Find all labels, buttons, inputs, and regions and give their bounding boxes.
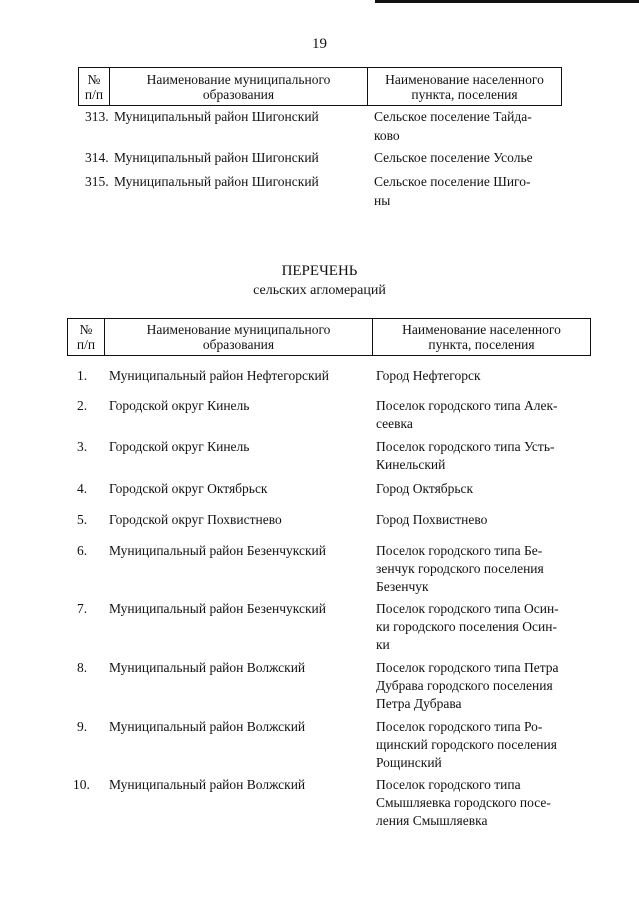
settlement-line: Дубрава городского поселения: [376, 678, 553, 693]
row-number: 2.: [77, 398, 88, 413]
settlement-line: сеевка: [376, 416, 413, 431]
settlement-line: Кинельский: [376, 457, 446, 472]
row-municipality: Муниципальный район Нефтегорский: [109, 368, 330, 383]
settlement-line: Поселок городского типа Осин-: [376, 601, 559, 616]
row-number: 1.: [77, 368, 88, 383]
page-number: 19: [312, 36, 327, 52]
row-municipality: Муниципальный район Безенчукский: [109, 543, 326, 558]
header-num-line: №: [87, 71, 101, 87]
top-table-header: [78, 67, 562, 106]
row-settlement: [376, 718, 586, 772]
settlement-line: зенчук городского поселения: [376, 561, 544, 576]
list-subtitle: сельских агломераций: [253, 283, 386, 298]
header-settlement-line: пункта, поселения: [428, 337, 535, 352]
settlement-line: Поселок городского типа Усть-: [376, 439, 555, 454]
row-municipality: Муниципальный район Безенчукский: [109, 601, 326, 616]
header-num-line: №: [79, 322, 93, 337]
header-municipality-line: образования: [202, 86, 275, 102]
settlement-line: Безенчук: [376, 579, 429, 594]
row-municipality: Муниципальный район Волжский: [109, 777, 306, 792]
row-settlement: [376, 542, 586, 596]
row-settlement: [374, 107, 564, 145]
settlement-line: Поселок городского типа: [376, 777, 521, 792]
settlement-line: ково: [374, 128, 400, 143]
header-municipality: [105, 319, 373, 355]
row-municipality: Муниципальный район Шигонский: [114, 109, 319, 124]
header-settlement-line: пункта, поселения: [411, 86, 518, 102]
row-number: 8.: [77, 660, 88, 675]
row-number: 4.: [77, 481, 88, 496]
settlement-line: Смышляевка городского посе-: [376, 795, 551, 810]
settlement-line: Рощинский: [376, 755, 442, 770]
settlement-line: Сельское поселение Шиго-: [374, 174, 531, 189]
row-municipality: Муниципальный район Шигонский: [114, 174, 319, 189]
row-number: 6.: [77, 543, 88, 558]
header-settlement: [368, 68, 561, 105]
settlement-line: ны: [374, 193, 391, 208]
settlement-line: ки городского поселения Осин-: [376, 619, 557, 634]
header-municipality: [110, 68, 368, 105]
row-number: 313.: [85, 109, 109, 124]
row-number: 315.: [85, 174, 109, 189]
header-municipality-line: образования: [202, 337, 275, 352]
row-settlement: [376, 511, 586, 529]
settlement-line: Поселок городского типа Алек-: [376, 398, 558, 413]
settlement-line: Сельское поселение Усолье: [374, 150, 533, 165]
row-municipality: Городской округ Похвистнево: [109, 512, 282, 527]
header-num: [79, 68, 110, 105]
settlement-line: Петра Дубрава: [376, 696, 462, 711]
header-settlement-line: Наименование населенного: [402, 322, 561, 337]
row-number: 7.: [77, 601, 88, 616]
row-settlement: [376, 600, 586, 654]
settlement-line: Город Похвистнево: [376, 512, 488, 527]
row-municipality: Городской округ Октябрьск: [109, 481, 268, 496]
settlement-line: щинский городского поселения: [376, 737, 557, 752]
row-settlement: [374, 172, 564, 210]
header-num-line: п/п: [84, 86, 104, 102]
settlement-line: ки: [376, 637, 390, 652]
settlement-line: Поселок городского типа Бе-: [376, 543, 543, 558]
row-number: 10.: [73, 777, 90, 792]
row-municipality: Городской округ Кинель: [109, 398, 250, 413]
header-municipality-line: Наименование муниципального: [146, 322, 331, 337]
row-municipality: Муниципальный район Волжский: [109, 660, 306, 675]
row-municipality: Городской округ Кинель: [109, 439, 250, 454]
row-settlement: [374, 148, 564, 167]
header-num: [68, 319, 105, 355]
row-settlement: [376, 438, 586, 474]
row-municipality: Муниципальный район Шигонский: [114, 150, 319, 165]
row-municipality: Муниципальный район Волжский: [109, 719, 306, 734]
list-title: ПЕРЕЧЕНЬ: [281, 263, 358, 279]
row-number: 314.: [85, 150, 109, 165]
top-rule: [375, 0, 639, 3]
row-number: 3.: [77, 439, 88, 454]
row-settlement: [376, 776, 586, 830]
settlement-line: Город Октябрьск: [376, 481, 474, 496]
header-settlement-line: Наименование населенного: [385, 71, 544, 87]
header-municipality-line: Наименование муниципального: [146, 71, 331, 87]
settlement-line: Поселок городского типа Петра: [376, 660, 559, 675]
row-settlement: [376, 659, 586, 713]
row-number: 9.: [77, 719, 88, 734]
row-number: 5.: [77, 512, 88, 527]
header-settlement: [373, 319, 590, 355]
row-settlement: [376, 480, 586, 498]
main-table-header: [67, 318, 591, 356]
settlement-line: Сельское поселение Тайда-: [374, 109, 532, 124]
row-settlement: [376, 367, 586, 385]
settlement-line: Город Нефтегорск: [376, 368, 481, 383]
settlement-line: Поселок городского типа Ро-: [376, 719, 543, 734]
row-settlement: [376, 397, 586, 433]
settlement-line: ления Смышляевка: [376, 813, 488, 828]
header-num-line: п/п: [76, 337, 96, 352]
